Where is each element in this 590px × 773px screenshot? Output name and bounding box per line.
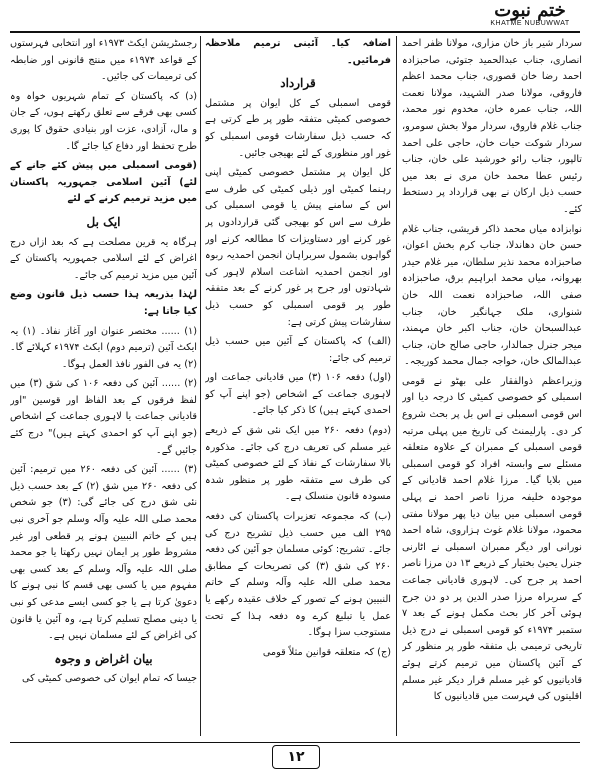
column-right-paragraph-3: وزیراعظم ذوالفقار علی بھٹو نے قومی اسمبلی کو خصوصی کمیٹی کا درجہ دیا اور اس قومی اسمبلی نے اس بل پر بحث شروع کر دی۔ پارلیمنٹ کی تاریخ میں پہلی مرتبہ قومی اسمبلی کے ممبران کے علاوہ متعلقہ مسئلے سے وابستہ افراد کو قومی اسمبلی میں بلایا گیا۔ مرزا غلام احمد قادیانی کے موجودہ خلیفہ مرزا ناصر احمد نے پہلی قومی اسمبلی میں بیان دیا پھر مولانا مفتی محمود، مولانا غلام غوث ہزاروی، شاہ احمد نورانی اور دیگر ممبران اسمبلی نے اٹارنی جنرل یحییٰ بختیار کے ذریعے ۱۳ دن مرزا ناصر احمد پر جرح کی۔ لاہوری قادیانی جماعت کے سربراہ مرزا صدر الدین پر دو دن جرح ہوئی آخر کار بحث مکمل ہونے کے بعد ۷ ستمبر ۱۹۷۴ء کو قومی اسمبلی نے درج ذیل تاریخی ترمیمی بل متفقہ طور پر منظور کر کے آئین پاکستان میں ترمیم کرتے ہوئے قادیانیوں کو غیر مسلم قرار دیکر غیر مسلم اقلیتوں کی فہرست میں قادیانیوں کا — [402, 375, 582, 703]
column-divider-right — [396, 36, 397, 736]
amendment-intro: اضافہ کیا۔ آئینی ترمیم ملاحظہ فرمائیں۔ — [205, 38, 391, 66]
column-divider-left — [200, 36, 201, 736]
bottom-rule — [10, 742, 580, 743]
column-middle-paragraph-3: (الف) کہ پاکستان کے آئین میں حسب ذیل ترمیم کی جائے: — [205, 336, 391, 364]
top-rule — [10, 31, 580, 33]
column-middle — [205, 36, 391, 736]
column-middle-paragraph-1: قومی اسمبلی کے کل ایوان پر مشتمل خصوصی کمیٹی متفقہ طور پر طے کرتی ہے کہ حسب ذیل سفارشات قومی اسمبلی کو غور اور منظوری کے لئے بھیجی جائیں۔ — [205, 97, 391, 159]
column-middle-paragraph-6: (ب) کہ مجموعہ تعزیرات پاکستان کی دفعہ ۲۹۵ الف میں حسب ذیل تشریح درج کی جائے۔ تشریح: کوئی مسلمان جو آئین کی دفعہ ۲۶۰ کی شق (۳) کی تصریحات کے مطابق محمد صلی اللہ علیہ وآلہ وسلم کے خاتم النبیین ہونے کے تصور کے خلاف عقیدہ رکھے یا عمل یا تبلیغ کرے وہ دفعہ ہذا کے تحت مستوجب سزا ہوگا۔ — [205, 511, 391, 639]
column-middle-paragraph-4: (اول) دفعہ ۱۰۶ (۳) میں قادیانی جماعت اور لاہوری جماعت کے اشخاص (جو اپنے آپ کو احمدی کہتے ہیں) کا ذکر کیا جائے۔ — [205, 372, 391, 417]
column-middle-paragraph-2: کل ایوان پر مشتمل خصوصی کمیٹی اپنی رہنما کمیٹی اور ذیلی کمیٹی کی طرف سے اس کے سامنے پیش یا قومی اسمبلی کی طرف سے اس کو بھیجی گئی قراردادوں پر غور کرنے اور دستاویزات کا مطالعہ کرنے اور گواہوں بشمول سربراہان انجمن احمدیہ ربوہ اور انجمن احمدیہ اشاعت اسلام لاہور کی شہادتوں اور جرح پر غور کرنے کے بعد متفقہ طور پر قومی اسمبلی کو حسب ذیل سفارشات پیش کرتی ہے: — [205, 167, 391, 328]
bill-paragraph-2: لہٰذا بذریعہ ہذا حسب ذیل قانون وضع کیا جاتا ہے: — [10, 289, 197, 317]
column-left-top-paragraph-1: رجسٹریشن ایکٹ ۱۹۷۳ء اور انتخابی فہرستوں کے قواعد ۱۹۷۴ء میں منتج قانونی اور ضابطہ کی ترمیمات کی جائیں۔ — [10, 38, 197, 83]
bill-paragraph-1: ہرگاہ یہ قرین مصلحت ہے کہ بعد ازاں درج اغراض کے لئے اسلامی جمہوریہ پاکستان کے آئین میں مزید ترمیم کی جائے۔ — [10, 236, 197, 281]
column-left-top-paragraph-2: (د) کہ پاکستان کے تمام شہریوں خواہ وہ کسی بھی فرقے سے تعلق رکھتے ہوں، کے جان و مال، آزادی، عزت اور بنیادی حقوق کا پوری طرح تحفظ اور دفاع کیا جائے گا۔ — [10, 90, 197, 152]
column-middle-paragraph-5: (دوم) دفعہ ۲۶۰ میں ایک نئی شق کے ذریعے غیر مسلم کی تعریف درج کی جائے۔ مذکورہ بالا سفارشات کے نفاذ کے لئے خصوصی کمیٹی کی طرف سے متفقہ طور پر منظور شدہ مسودہ قانون منسلک ہے۔ — [205, 425, 391, 503]
bill-paragraph-5: (۳) ...... آئین کی دفعہ ۲۶۰ میں ترمیم: آئین کی دفعہ ۲۶۰ میں شق (۲) کے بعد حسب ذیل نئی شق درج کی جائے گی: (۳) جو شخص محمد صلی اللہ علیہ وآلہ وسلم جو آخری نبی ہیں کے خاتم النبیین ہونے پر قطعی اور غیر مشروط طور پر ایمان نہیں رکھتا یا جو محمد صلی اللہ علیہ وآلہ وسلم کے بعد کسی بھی مفہوم میں یا کسی بھی قسم کا نبی ہونے کا دعویٰ کرتا ہے یا جو کسی ایسے مدعی کو نبی یا دینی مصلح تسلیم کرتا ہے، وہ آئین یا قانون کی اغراض کے لئے مسلمان نہیں ہے۔ — [10, 464, 197, 642]
reasons-heading: بیان اغراض و وجوہ — [54, 651, 153, 666]
resolution-heading: قرارداد — [280, 76, 316, 91]
column-right-paragraph-1: سردار شیر باز خان مزاری، مولانا ظفر احمد انصاری، جناب عبدالحمید جتوئی، صاحبزادہ احمد رضا خان قصوری، جناب محمد اعظم فاروقی، مولانا صدر الشہید، مولانا نعمت اللہ، جناب عمرہ خان، مخدوم نور محمد، جناب غلام فاروق، سردار مولا بخش سومرو، سردار شوکت حیات خان، حاجی علی احمد تالپور، جناب رائو خورشید علی خان، جناب رئیس عطا محمد خان مری نے بعد میں حسب ذیل ارکان نے بھی قرارداد پر دستخط کئے۔ — [402, 38, 582, 215]
masthead-logo: ختم نبوت — [494, 0, 566, 21]
bill-paragraph-3: (۱) ...... مختصر عنوان اور آغاز نفاذ۔ (۱) یہ ایکٹ آئین (ترمیم دوم) ایکٹ ۱۹۷۴ء کہلائے گا۔ (۲) یہ فی الفور نافذ العمل ہوگا۔ — [10, 325, 197, 370]
masthead — [480, 2, 580, 30]
page-number: ۱۲ — [272, 745, 320, 769]
column-left — [10, 36, 197, 736]
reasons-paragraph: جیسا کہ تمام ایوان کی خصوصی کمیٹی کی — [22, 673, 197, 685]
bill-paragraph-4: (۲) ...... آئین کی دفعہ ۱۰۶ کی شق (۳) میں لفظ فرقوں کے بعد الفاظ اور قوسین "اور قادیانی جماعت یا لاہوری جماعت کے اشخاص (جو اپنے آپ کو احمدی کہتے ہیں)" درج کئے جائیں گے۔ — [10, 378, 197, 456]
column-right — [402, 36, 582, 736]
column-right-paragraph-2: نوابزادہ میاں محمد ذاکر قریشی، جناب غلام حسن خان دھاندلا، جناب کرم بخش اعوان، صاحبزادہ محمد نذیر سلطان، میر غلام حیدر بھروانہ، میاں محمد ابراہیم برق، صاحبزادہ صفی اللہ، صاحبزادہ نعمت اللہ خان شنواری، ملک جہانگیر خان، جناب عبدالسبحان خان، جناب اکبر خان مہمند، میجر جنرل جمالدار، حاجی صالح خان، جناب عبدالمالک خان، خواجہ جمال محمد کوریجہ۔ — [402, 223, 582, 368]
column-left-top-paragraph-3: (قومی اسمبلی میں پیش کئے جانے کے لئے) آئین اسلامی جمہوریہ پاکستان میں مزید ترمیم کرنے کے لئے — [10, 160, 197, 205]
masthead-subtitle: KHATME NUBUWWAT — [490, 20, 570, 27]
column-middle-paragraph-7: (ج) کہ متعلقہ قوانین مثلاً قومی — [262, 646, 391, 658]
bill-heading: ایک بل — [86, 214, 121, 229]
